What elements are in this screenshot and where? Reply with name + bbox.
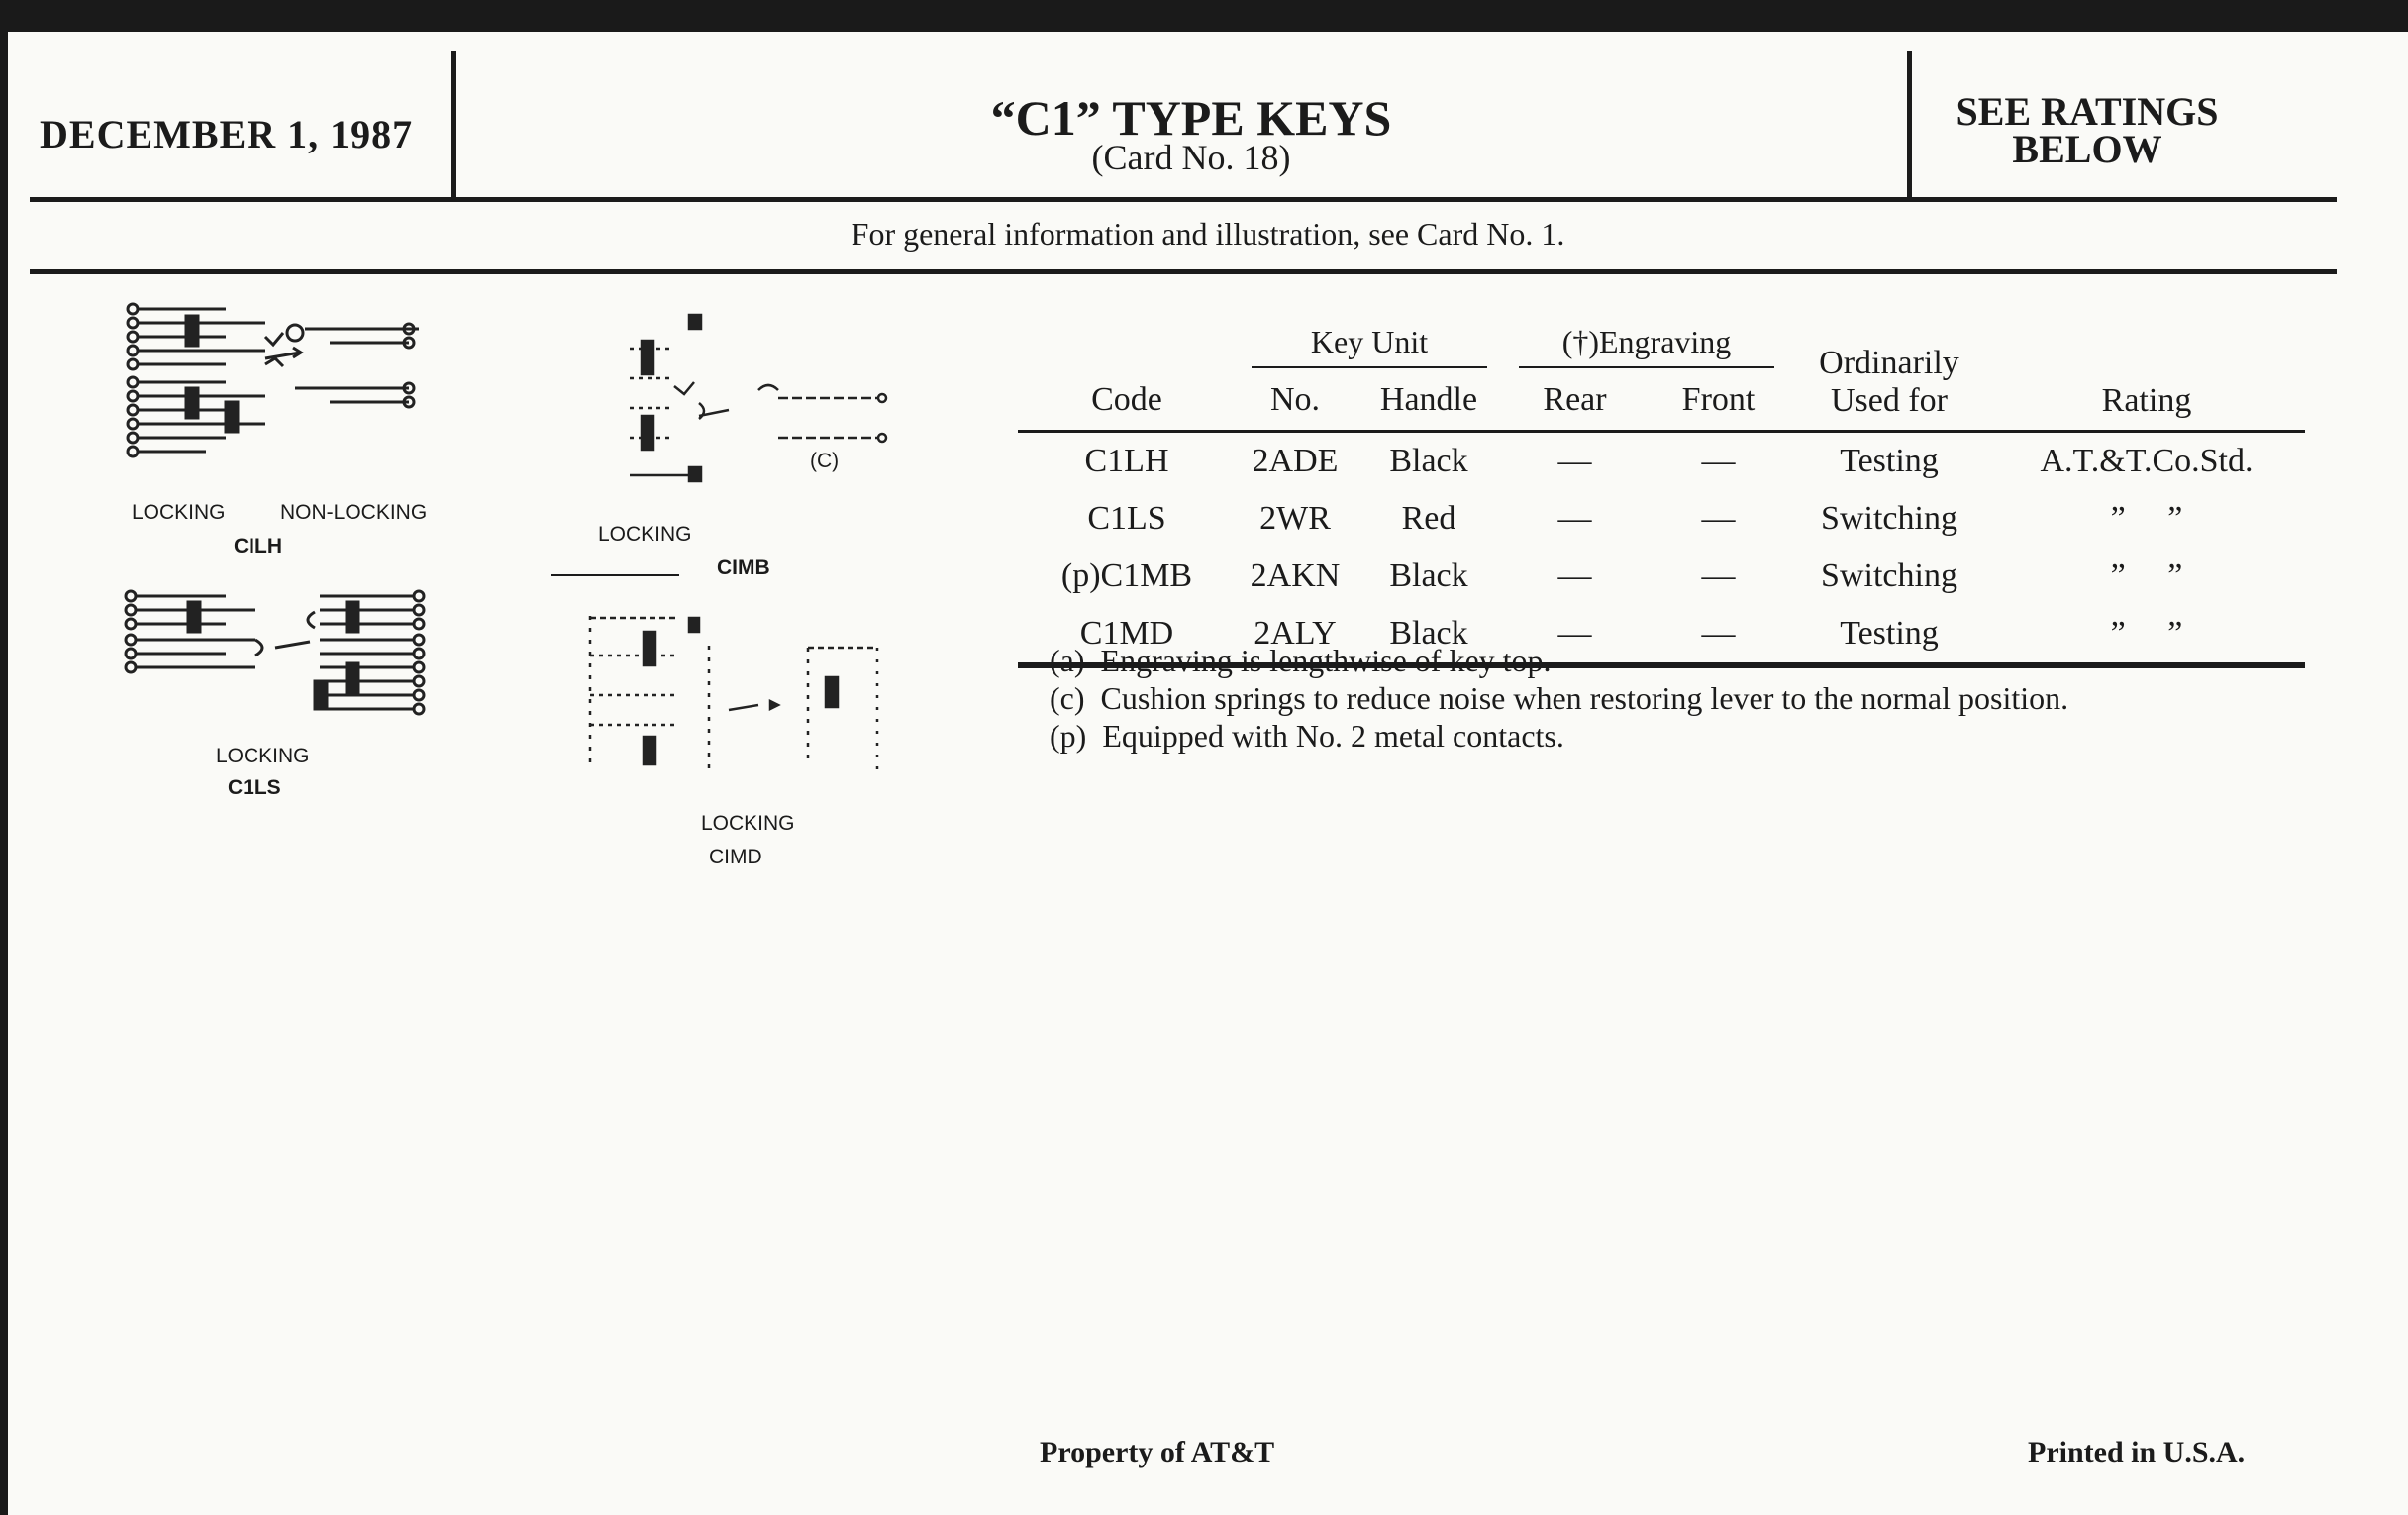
card-date: DECEMBER 1, 1987	[40, 112, 414, 156]
row-code: C1LH	[1084, 443, 1169, 479]
row-front: —	[1701, 557, 1736, 594]
see-ratings-line1: SEE RATINGS	[1956, 89, 2219, 134]
key-unit-group-header	[1236, 321, 1503, 370]
general-info: For general information and illustration, see Card No. 1.	[851, 216, 1565, 252]
table-group-header-row	[1018, 321, 2305, 370]
footnote-a: (a) Engraving is lengthwise of key top.	[1050, 643, 1552, 678]
table-row	[1018, 548, 2305, 605]
row-rear: —	[1557, 500, 1592, 537]
see-ratings-line2: BELOW	[2012, 127, 2162, 171]
see-ratings-note	[1919, 89, 2256, 171]
c1md-code-label: CIMD	[709, 846, 762, 868]
row-used-for: Testing	[1840, 443, 1939, 479]
row-rear: —	[1557, 615, 1592, 652]
row-front: —	[1701, 443, 1736, 479]
card-number: (Card No. 18)	[1091, 138, 1291, 177]
section-rule	[30, 269, 2337, 274]
row-rating: ” ”	[2110, 615, 2183, 652]
row-front: —	[1701, 500, 1736, 537]
row-handle: Black	[1389, 615, 1468, 652]
row-rear: —	[1557, 557, 1592, 594]
printed-notice: Printed in U.S.A.	[2028, 1436, 2246, 1468]
footnotes	[1050, 642, 2068, 755]
code-header: Code	[1091, 381, 1162, 418]
reference-card	[8, 32, 2408, 1515]
used-for-header	[1790, 321, 1988, 432]
c1lh-code-label: CILH	[234, 535, 282, 557]
engraving-group-label: (†)Engraving	[1519, 324, 1774, 368]
key-data-table	[1018, 321, 2305, 668]
row-handle: Black	[1389, 557, 1468, 594]
header-divider-left	[452, 51, 456, 200]
row-rating: ” ”	[2110, 500, 2183, 537]
property-notice: Property of AT&T	[1040, 1436, 1275, 1468]
footnote-c: (c) Cushion springs to reduce noise when restoring lever to the normal position.	[1050, 680, 2069, 716]
row-used-for: Testing	[1840, 615, 1939, 652]
row-used-for: Switching	[1821, 500, 1957, 537]
row-no: 2WR	[1259, 500, 1331, 537]
diagram-separator	[551, 574, 679, 576]
table-row	[1018, 490, 2305, 548]
row-rear: —	[1557, 443, 1592, 479]
engraving-group-header	[1503, 321, 1790, 370]
used-for-header-line1: Ordinarily	[1819, 345, 1959, 381]
row-used-for: Switching	[1821, 557, 1957, 594]
row-code: C1MD	[1079, 615, 1174, 652]
row-code: C1LS	[1087, 500, 1166, 537]
row-no: 2ALY	[1254, 615, 1337, 652]
c1ls-locking-label: LOCKING	[216, 745, 310, 767]
card-title: “C1” TYPE KEYS	[990, 90, 1392, 146]
c1lh-locking-label: LOCKING	[132, 501, 226, 524]
c1lh-nonlocking-label: NON-LOCKING	[280, 501, 428, 524]
front-header: Front	[1681, 381, 1756, 418]
rating-header: Rating	[2101, 382, 2192, 419]
no-header: No.	[1269, 381, 1321, 418]
row-handle: Black	[1389, 443, 1468, 479]
c1mb-wiring-diagram	[580, 309, 897, 507]
c1mb-locking-label: LOCKING	[598, 523, 692, 546]
c1ls-code-label: C1LS	[228, 776, 281, 799]
row-rating: ” ”	[2110, 557, 2183, 594]
header-divider-right	[1907, 51, 1912, 200]
row-rating: A.T.&T.Co.Std.	[2040, 443, 2254, 479]
c1mb-code-label: CIMB	[717, 556, 770, 579]
table-row	[1018, 432, 2305, 491]
used-for-header-line2: Used for	[1830, 382, 1949, 419]
c1mb-cushion-label: (C)	[810, 450, 840, 472]
handle-header: Handle	[1379, 381, 1478, 418]
row-front: —	[1701, 615, 1736, 652]
row-no: 2AKN	[1250, 557, 1341, 594]
rear-header: Rear	[1543, 381, 1607, 418]
header-rule	[30, 197, 2337, 202]
footnote-p: (p) Equipped with No. 2 metal contacts.	[1050, 718, 1564, 754]
row-handle: Red	[1401, 500, 1456, 537]
c1md-wiring-diagram	[580, 596, 897, 794]
row-code: (p)C1MB	[1060, 557, 1193, 594]
c1lh-wiring-diagram	[117, 291, 444, 489]
key-unit-group-label: Key Unit	[1252, 324, 1487, 368]
row-no: 2ADE	[1252, 443, 1339, 479]
c1md-locking-label: LOCKING	[701, 812, 795, 835]
c1ls-wiring-diagram	[117, 578, 434, 737]
